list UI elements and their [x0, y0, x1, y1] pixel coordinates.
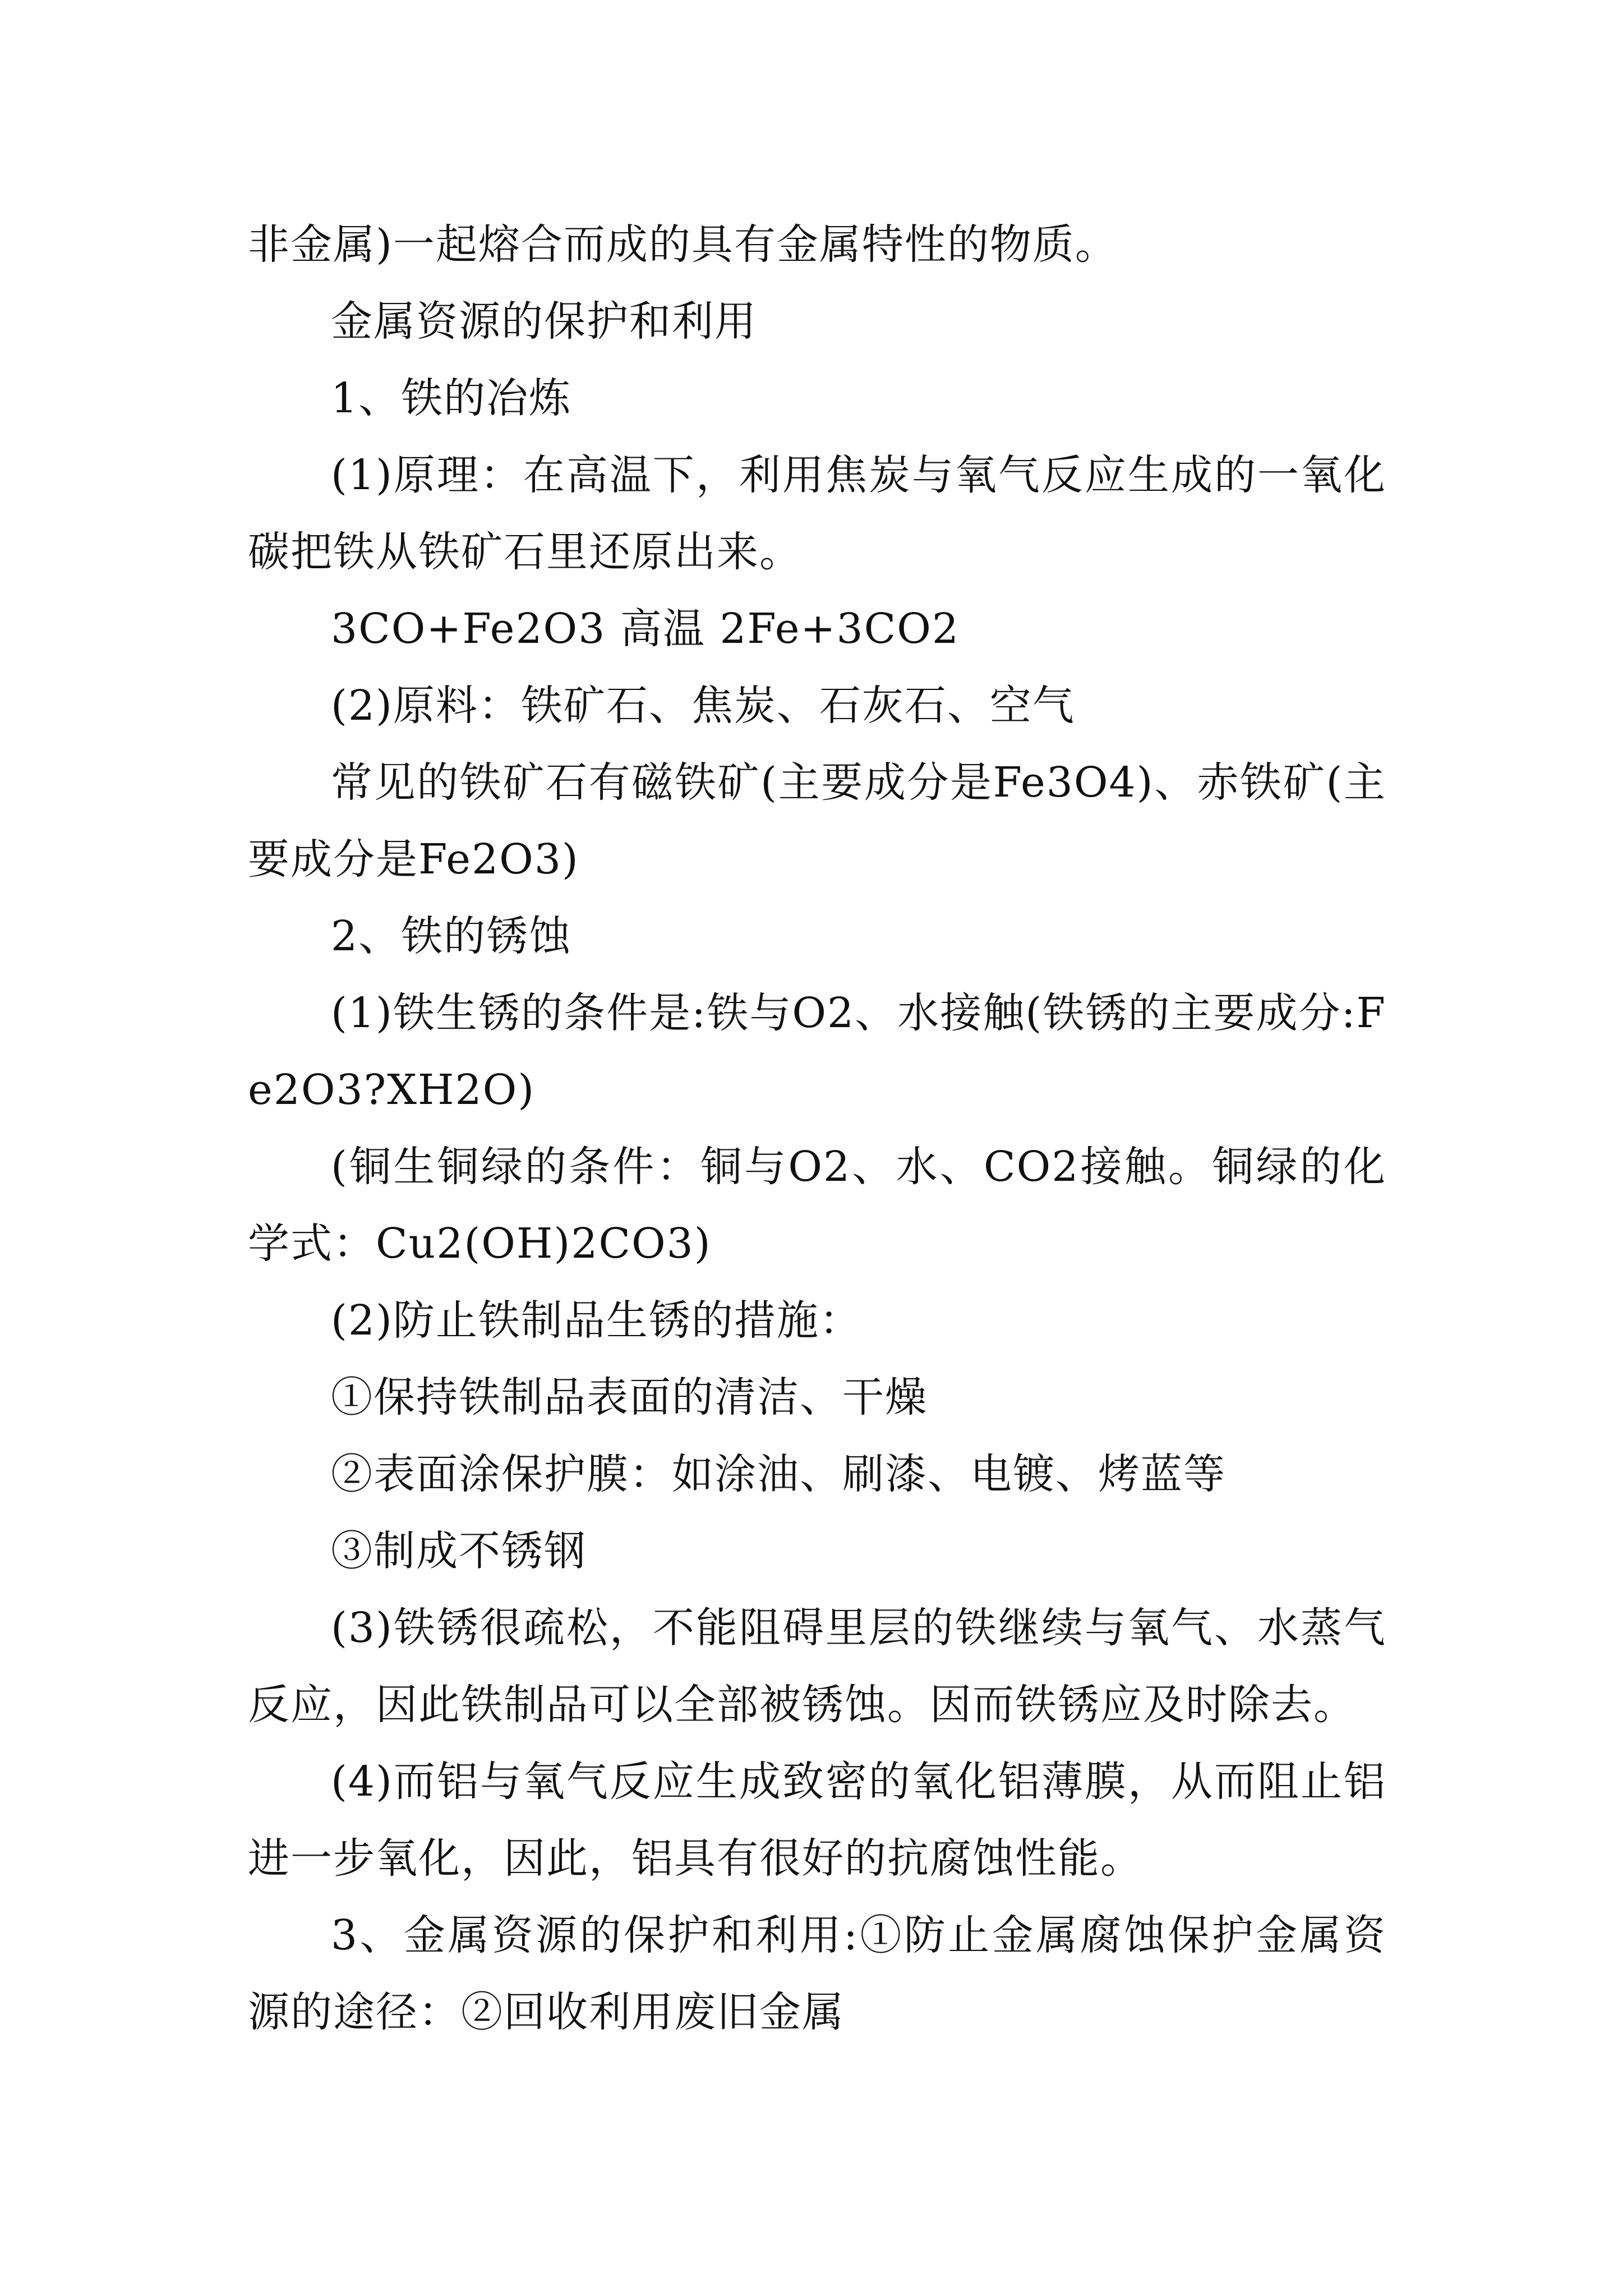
document-body [248, 206, 1386, 2051]
paragraph-continuation: 非金属)一起熔合而成的具有金属特性的物质。 [248, 220, 1118, 269]
paragraph-raw-materials: (2)原料：铁矿石、焦炭、石灰石、空气 [331, 682, 1075, 730]
list-item-protective-film: ②表面涂保护膜：如涂油、刷漆、电镀、烤蓝等 [331, 1450, 1226, 1498]
paragraph-aluminum: (4)而铝与氧气反应生成致密的氧化铝薄膜，从而阻止铝进一步氧化，因此，铝具有很好的抗腐蚀性能。 [248, 1757, 1386, 1883]
subsection-heading-iron-rusting: 2、铁的锈蚀 [331, 912, 572, 960]
paragraph-resource-protection: 3、金属资源的保护和利用:①防止金属腐蚀保护金属资源的途径：②回收利用废旧金属 [248, 1911, 1386, 2036]
section-heading: 金属资源的保护和利用 [331, 297, 757, 346]
paragraph-rust-porous: (3)铁锈很疏松，不能阻碍里层的铁继续与氧气、水蒸气反应，因此铁制品可以全部被锈蚀。因而铁锈应及时除去。 [248, 1604, 1386, 1729]
list-item-keep-clean: ①保持铁制品表面的清洁、干燥 [331, 1373, 928, 1421]
chemical-equation: 3CO+Fe2O3 高温 2Fe+3CO2 [331, 605, 960, 653]
subsection-heading-iron-smelting: 1、铁的冶炼 [331, 374, 572, 422]
paragraph-principle: (1)原理：在高温下，利用焦炭与氧气反应生成的一氧化碳把铁从铁矿石里还原出来。 [248, 451, 1386, 576]
paragraph-iron-ores: 常见的铁矿石有磁铁矿(主要成分是Fe3O4)、赤铁矿(主要成分是Fe2O3) [248, 758, 1386, 884]
paragraph-prevention-heading: (2)防止铁制品生锈的措施： [331, 1296, 862, 1345]
list-item-stainless-steel: ③制成不锈钢 [331, 1527, 587, 1575]
paragraph-copper-patina: (铜生铜绿的条件：铜与O2、水、CO2接触。铜绿的化学式：Cu2(OH)2CO3) [248, 1143, 1386, 1268]
paragraph-rust-conditions: (1)铁生锈的条件是:铁与O2、水接触(铁锈的主要成分:Fe2O3?XH2O) [248, 989, 1386, 1114]
